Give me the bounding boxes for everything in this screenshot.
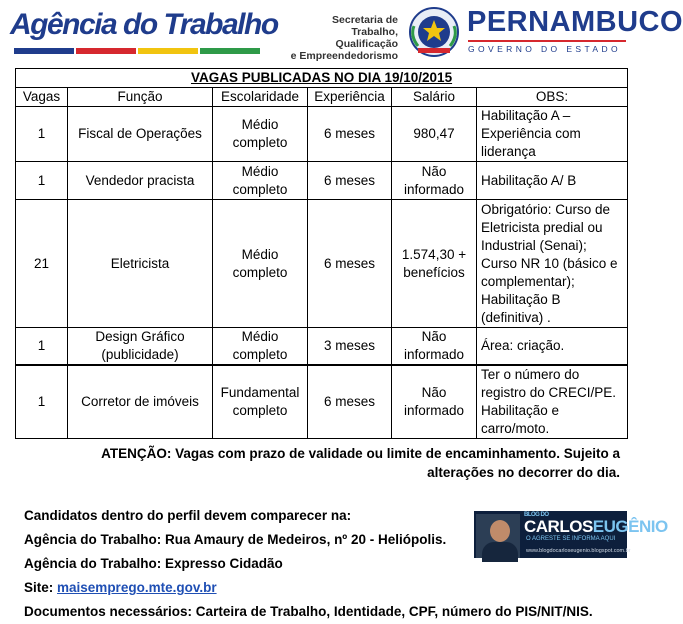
site-line [24,576,593,600]
column-header: Função [68,88,213,107]
address-line: Agência do Trabalho: Expresso Cidadão [24,556,283,571]
vacancies-table [15,68,628,439]
column-header: Escolaridade [213,88,308,107]
info-intro: Candidatos dentro do perfil devem comparecer na: [24,508,352,523]
salario-cell: 980,47 [392,107,477,162]
site-label: Site: [24,580,54,595]
secretaria-line: Secretaria de [332,14,398,26]
secretaria-name [286,14,398,62]
vagas-cell: 1 [16,162,68,200]
experiencia-cell: 6 meses [308,162,392,200]
salario-cell: Não informado [392,162,477,200]
table-row [16,328,628,366]
state-coat-of-arms-icon [408,6,460,58]
page-header [0,0,683,62]
person-head [490,520,510,542]
attention-line: ATENÇÃO: Vagas com prazo de validade ou limite de encaminhamento. Sujeito a [101,446,620,461]
vacancies-table-container [15,68,627,439]
obs-cell: Obrigatório: Curso de Eletricista predial ou Industrial (Senai); Curso NR 10 (básico e complementar); Habilitação B (definitiva) . [477,200,628,328]
blog-name-first: CARLOS [524,517,593,536]
column-header: Experiência [308,88,392,107]
salario-cell: 1.574,30 + benefícios [392,200,477,328]
table-row [16,200,628,328]
blog-url: www.blogdocarloseugenio.blogspot.com.br [526,548,631,554]
vagas-cell: 1 [16,328,68,366]
blog-slogan: O AGRESTE SE INFORMA AQUI [526,536,616,542]
experiencia-cell: 3 meses [308,328,392,366]
obs-cell: Habilitação A/ B [477,162,628,200]
blog-badge [474,511,668,558]
secretaria-line: e Empreendedorismo [290,50,398,62]
divider [468,40,626,42]
secretaria-line: Trabalho, Qualificação [335,26,398,50]
column-header: Salário [392,88,477,107]
blog-name [524,512,668,537]
vagas-cell: 1 [16,365,68,439]
table-row [16,107,628,162]
logo-stripe-red [76,48,136,54]
escolaridade-cell: Médio completo [213,107,308,162]
obs-cell: Ter o número do registro do CRECI/PE. Habilitação e carro/moto. [477,365,628,439]
vagas-cell: 21 [16,200,68,328]
blog-name-last: EUGÊNIO [592,517,668,536]
blog-prefix: BLOG DO [524,512,549,518]
escolaridade-cell: Fundamental completo [213,365,308,439]
address-line: Agência do Trabalho: Rua Amaury de Medeiros, nº 20 - Heliópolis. [24,532,447,547]
attention-line: alterações no decorrer do dia. [427,465,620,480]
table-header-row [16,88,628,107]
logo-stripe-blue [14,48,74,54]
documents-line: Documentos necessários: Carteira de Trabalho, Identidade, CPF, número do PIS/NIT/NIS. [24,604,593,619]
obs-cell: Habilitação A – Experiência com liderança [477,107,628,162]
column-header: OBS: [477,88,628,107]
agencia-logo-text: Agência do Trabalho [10,8,278,41]
person-body [482,542,518,562]
table-row [16,365,628,439]
logo-stripe-yellow [138,48,198,54]
salario-cell: Não informado [392,328,477,366]
table-row [16,162,628,200]
attention-notice [80,444,620,482]
escolaridade-cell: Médio completo [213,328,308,366]
funcao-cell: Vendedor pracista [68,162,213,200]
funcao-cell: Corretor de imóveis [68,365,213,439]
state-name: PERNAMBUCO [467,6,683,38]
logo-stripe-green [200,48,260,54]
funcao-cell: Design Gráfico (publicidade) [68,328,213,366]
experiencia-cell: 6 meses [308,107,392,162]
experiencia-cell: 6 meses [308,200,392,328]
funcao-cell: Fiscal de Operações [68,107,213,162]
site-link[interactable]: maisemprego.mte.gov.br [57,580,217,595]
government-label: GOVERNO DO ESTADO [468,44,622,54]
escolaridade-cell: Médio completo [213,162,308,200]
column-header: Vagas [16,88,68,107]
agencia-do-trabalho-logo [8,6,276,58]
funcao-cell: Eletricista [68,200,213,328]
obs-cell: Área: criação. [477,328,628,366]
experiencia-cell: 6 meses [308,365,392,439]
vagas-cell: 1 [16,107,68,162]
author-photo [476,514,520,558]
table-title: VAGAS PUBLICADAS NO DIA 19/10/2015 [16,69,628,88]
escolaridade-cell: Médio completo [213,200,308,328]
salario-cell: Não informado [392,365,477,439]
